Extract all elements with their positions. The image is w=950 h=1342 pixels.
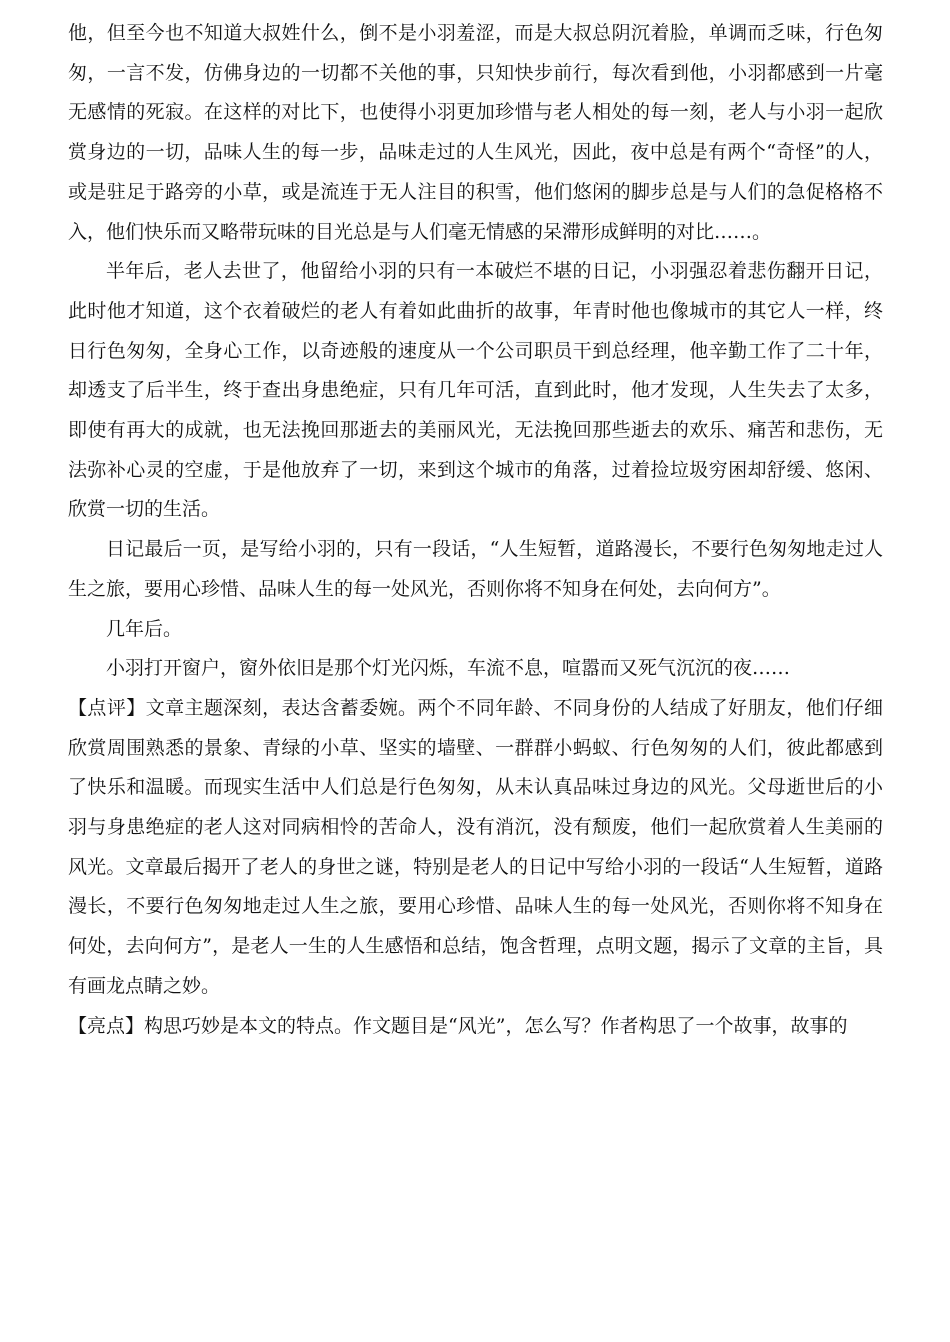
comment-text: 文章主题深刻，表达含蓄委婉。两个不同年龄、不同身份的人结成了好朋友，他们仔细欣赏周围熟悉的景象、青绿的小草、坚实的墙壁、一群群小蚂蚁、行色匆匆的人们，彼此都感到了快乐和温暖。而现实生活中人们总是行色匆匆，从未认真品味过身边的风光。父母逝世后的小羽与身患绝症的老人这对同病相怜的苦命人，没有消沉，没有颓废，他们一起欣赏着人生美丽的风光。文章最后揭开了老人的身世之谜，特别是老人的日记中写给小羽的一段话“人生短暂，道路漫长，不要行色匆匆地走过人生之旅，要用心珍惜、品味人生的每一处风光，否则你将不知身在何处，去向何方”，是老人一生的人生感悟和总结，饱含哲理，点明文题，揭示了文章的主旨，具有画龙点睛之妙。 <box>68 696 883 997</box>
paragraph-years-later: 几年后。 <box>106 617 183 640</box>
highlight-label: 【亮点】 <box>68 1014 145 1037</box>
paragraph-old-man-diary: 半年后，老人去世了，他留给小羽的只有一本破烂不堪的日记，小羽强忍着悲伤翻开日记，此时他才知道，这个衣着破烂的老人有着如此曲折的故事，年青时他也像城市的其它人一样，终日行色匆匆，全身心工作，以奇迹般的速度从一个公司职员干到总经理，他辛勤工作了二十年，却透支了后半生，终于查出身患绝症，只有几年可活，直到此时，他才发现，人生失去了太多，即使有再大的成就，也无法挽回那逝去的美丽风光，无法挽回那些逝去的欢乐、痛苦和悲伤，无法弥补心灵的空虚，于是他放弃了一切，来到这个城市的角落，过着捡垃圾穷困却舒缓、悠闲、欣赏一切的生活。 <box>68 260 883 521</box>
paragraph-story-continuation: 他，但至今也不知道大叔姓什么，倒不是小羽羞涩，而是大叔总阴沉着脸，单调而乏味，行色匆匆，一言不发，仿佛身边的一切都不关他的事，只知快步前行，每次看到他，小羽都感到一片毫无感情的死寂。在这样的对比下，也使得小羽更加珍惜与老人相处的每一刻，老人与小羽一起欣赏身边的一切，品味人生的每一步，品味走过的人生风光，因此，夜中总是有两个“奇怪”的人，或是驻足于路旁的小草，或是流连于无人注目的积雪，他们悠闲的脚步总是与人们的急促格格不入，他们快乐而又略带玩味的目光总是与人们毫无情感的呆滞形成鲜明的对比……。 <box>68 22 883 243</box>
paragraph-diary-last-page: 日记最后一页，是写给小羽的，只有一段话，“人生短暂，道路漫长，不要行色匆匆地走过人生之旅，要用心珍惜、品味人生的每一处风光，否则你将不知身在何处，去向何方”。 <box>68 538 883 600</box>
paragraph-comment <box>68 689 883 1007</box>
paragraph-highlight <box>68 1007 883 1047</box>
document-body <box>68 14 883 1046</box>
paragraph-open-window: 小羽打开窗户，窗外依旧是那个灯光闪烁，车流不息，喧嚣而又死气沉沉的夜…… <box>106 657 791 680</box>
comment-label: 【点评】 <box>68 696 146 719</box>
highlight-text: 构思巧妙是本文的特点。作文题目是“风光”，怎么写？作者构思了一个故事，故事的 <box>144 1014 848 1037</box>
